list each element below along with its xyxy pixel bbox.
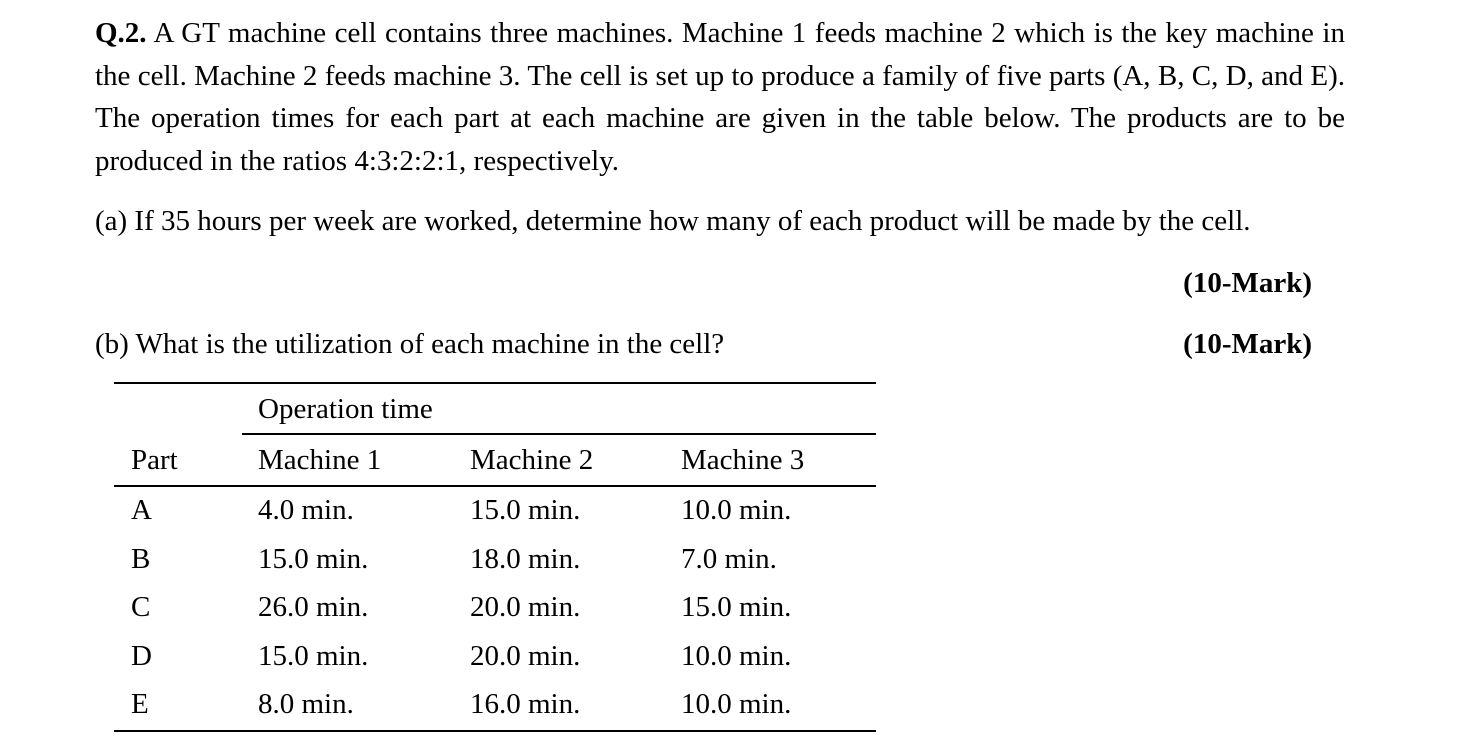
row-d-machine-1: 15.0 min. [258,640,369,672]
row-b-machine-3: 7.0 min. [681,543,777,575]
question-paragraph [95,12,1345,182]
row-a-machine-1: 4.0 min. [258,494,354,526]
row-a-machine-2: 15.0 min. [470,494,581,526]
row-d-machine-3: 10.0 min. [681,640,792,672]
header-rule [114,485,876,487]
question-number: Q.2. [95,17,147,49]
header-machine-3: Machine 3 [681,444,805,476]
part-a-mark: (10-Mark) [1183,267,1312,299]
row-b-machine-2: 18.0 min. [470,543,581,575]
row-e-machine-2: 16.0 min. [470,688,581,720]
group-header: Operation time [258,393,433,425]
row-a-part: A [131,494,152,526]
table-top-rule [114,382,876,384]
row-b-machine-1: 15.0 min. [258,543,369,575]
header-machine-2: Machine 2 [470,444,594,476]
row-c-part: C [131,591,151,623]
header-machine-1: Machine 1 [258,444,382,476]
row-e-machine-1: 8.0 min. [258,688,354,720]
row-d-part: D [131,640,152,672]
row-c-machine-1: 26.0 min. [258,591,369,623]
row-e-part: E [131,688,149,720]
row-c-machine-3: 15.0 min. [681,591,792,623]
table-bottom-rule [114,730,876,732]
part-b-mark: (10-Mark) [1183,328,1312,360]
part-a-text: (a) If 35 hours per week are worked, determine how many of each product will be made by the cell. [95,205,1251,237]
group-header-rule [242,433,876,435]
row-b-part: B [131,543,151,575]
row-c-machine-2: 20.0 min. [470,591,581,623]
row-d-machine-2: 20.0 min. [470,640,581,672]
part-b-text: (b) What is the utilization of each machine in the cell? [95,328,725,360]
header-part: Part [131,444,178,476]
question-text: A GT machine cell contains three machines. Machine 1 feeds machine 2 which is the key machine in the cell. Machine 2 feeds machine 3. The cell is set up to produce a family of five parts (A, B, C, D, and E). The operation times for each part at each machine are given in the table below. The products are to be produced in the ratios 4:3:2:2:1, respectively. [95,17,1345,177]
row-e-machine-3: 10.0 min. [681,688,792,720]
row-a-machine-3: 10.0 min. [681,494,792,526]
